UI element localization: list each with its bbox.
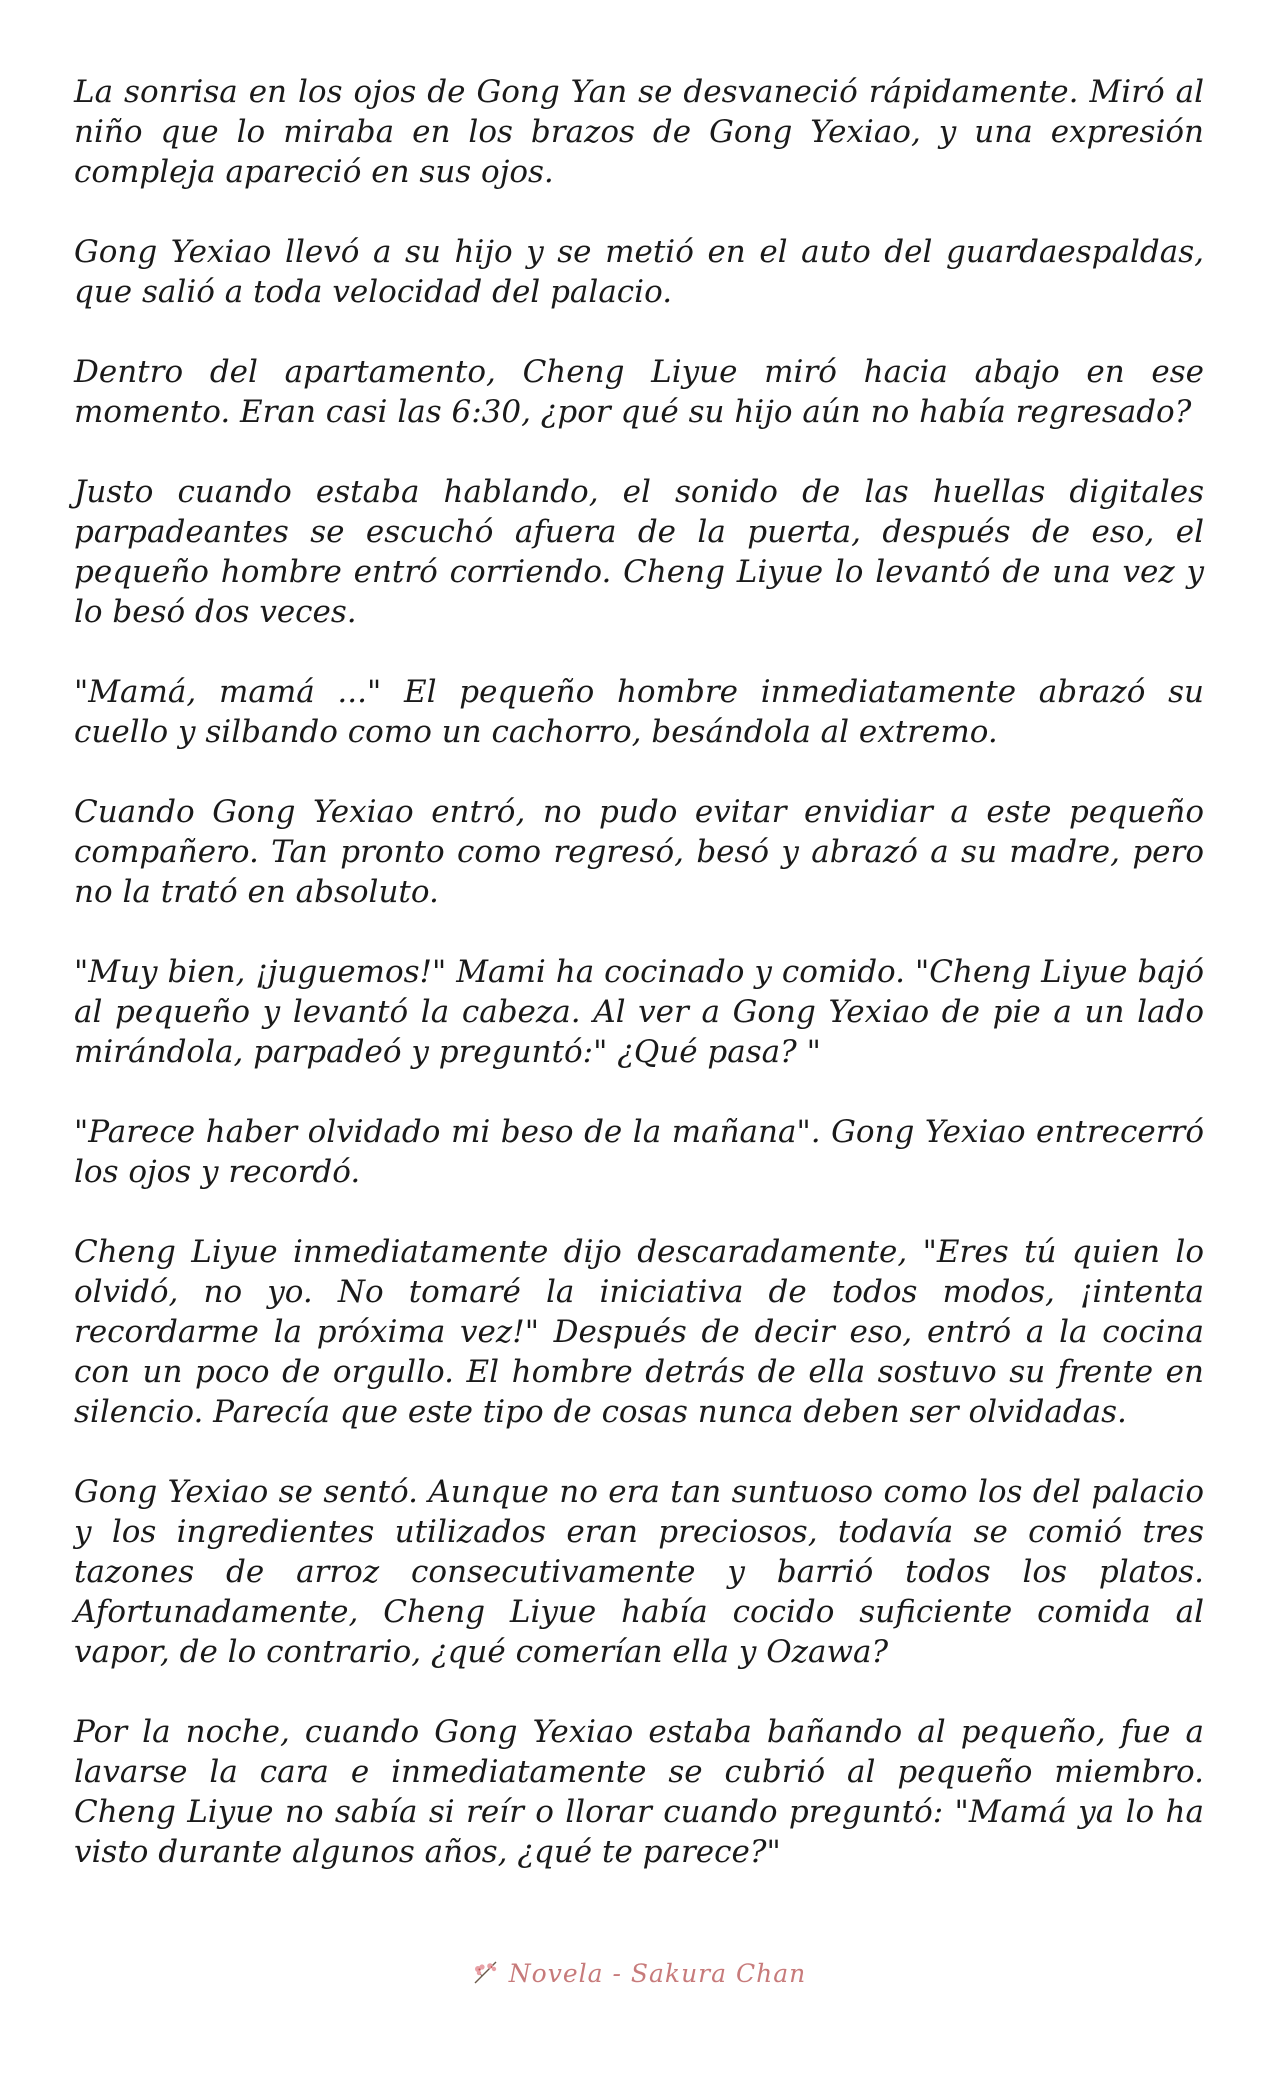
- paragraph-6: Cuando Gong Yexiao entró, no pudo evitar envidiar a este pequeño compañero. Tan pronto como regresó, besó y abrazó a su madre, pero no la trató en absoluto.: [74, 794, 1204, 910]
- footer-inner: [469, 1957, 806, 1989]
- paragraph-11: Por la noche, cuando Gong Yexiao estaba bañando al pequeño, fue a lavarse la cara e inmediatamente se cubrió al pequeño miembro. Cheng Liyue no sabía si reír o llorar cuando preguntó: "Mamá ya lo ha visto durante algunos años, ¿qué te parece?": [74, 1714, 1204, 1870]
- paragraph-9: Cheng Liyue inmediatamente dijo descaradamente, "Eres tú quien lo olvidó, no yo. No tomaré la iniciativa de todos modos, ¡intenta recordarme la próxima vez!" Después de decir eso, entró a la cocina con un poco de orgullo. El hombre detrás de ella sostuvo su frente en silencio. Parecía que este tipo de cosas nunca deben ser olvidadas.: [74, 1234, 1204, 1430]
- paragraph-3: Dentro del apartamento, Cheng Liyue miró hacia abajo en ese momento. Eran casi las 6:30, ¿por qué su hijo aún no había regresado?: [74, 354, 1204, 430]
- footer-watermark: [0, 1957, 1275, 1994]
- paragraph-5: "Mamá, mamá ..." El pequeño hombre inmediatamente abrazó su cuello y silbando como un cachorro, besándola al extremo.: [74, 674, 1204, 750]
- paragraph-8: "Parece haber olvidado mi beso de la mañana". Gong Yexiao entrecerró los ojos y recordó.: [74, 1114, 1204, 1190]
- paragraph-4: Justo cuando estaba hablando, el sonido de las huellas digitales parpadeantes se escuchó afuera de la puerta, después de eso, el pequeño hombre entró corriendo. Cheng Liyue lo levantó de una vez y lo besó dos veces.: [74, 474, 1204, 630]
- sakura-flower-icon: [469, 1957, 501, 1989]
- paragraph-10: Gong Yexiao se sentó. Aunque no era tan suntuoso como los del palacio y los ingredientes utilizados eran preciosos, todavía se comió tres tazones de arroz consecutivamente y barrió todos los platos. Afortunadamente, Cheng Liyue había cocido suficiente comida al vapor, de lo contrario, ¿qué comerían ella y Ozawa?: [74, 1474, 1204, 1670]
- document-body: [74, 72, 1204, 1912]
- paragraph-7: "Muy bien, ¡juguemos!" Mami ha cocinado y comido. "Cheng Liyue bajó al pequeño y levantó la cabeza. Al ver a Gong Yexiao de pie a un lado mirándola, parpadeó y preguntó:" ¿Qué pasa? ": [74, 954, 1204, 1070]
- footer-text: Novela - Sakura Chan: [508, 1958, 807, 1988]
- paragraph-1: La sonrisa en los ojos de Gong Yan se desvaneció rápidamente. Miró al niño que lo miraba en los brazos de Gong Yexiao, y una expresión compleja apareció en sus ojos.: [74, 74, 1204, 190]
- paragraph-2: Gong Yexiao llevó a su hijo y se metió en el auto del guardaespaldas, que salió a toda velocidad del palacio.: [74, 234, 1204, 310]
